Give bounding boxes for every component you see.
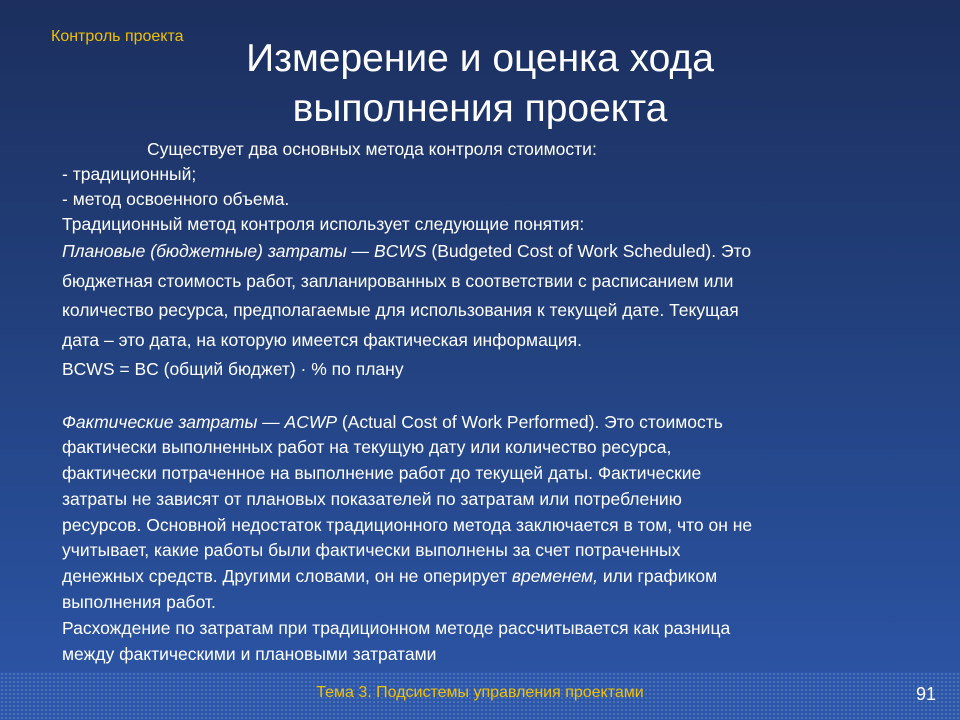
acwp-term: Фактические затраты — ACWP: [62, 411, 338, 432]
difference-line-2: между фактическими и плановыми затратами: [62, 643, 437, 664]
acwp-line-3: фактически потраченное на выполнение работ до текущей даты. Фактические: [62, 463, 702, 484]
bcws-line-1: [62, 237, 912, 267]
acwp-line-6: учитывает, какие работы были фактически выполнены за счет потраченных: [62, 540, 681, 561]
acwp-line-4: затраты не зависят от плановых показателей по затратам или потреблению: [62, 488, 682, 509]
acwp-line-2: фактически выполненных работ на текущую дату или количество ресурса,: [62, 437, 672, 458]
footer-topic: Тема 3. Подсистемы управления проектами: [316, 684, 644, 701]
list-item-earned-value: - метод освоенного объема.: [62, 189, 290, 209]
acwp-line-5: ресурсов. Основной недостаток традиционного метода заключается в том, что он не: [62, 514, 753, 535]
bcws-line-4: дата – это дата, на которую имеется фактическая информация.: [62, 329, 582, 350]
bcws-line-2: бюджетная стоимость работ, запланированных в соответствии с расписанием или: [62, 270, 734, 291]
list-item-traditional: - традиционный;: [62, 164, 197, 184]
acwp-line-7: [62, 564, 912, 590]
bcws-line-1-rest: (Budgeted Cost of Work Scheduled). Это: [426, 241, 752, 261]
title-line-1: Измерение и оценка хода: [246, 37, 714, 80]
acwp-line-8: выполнения работ.: [62, 592, 216, 613]
paragraph-gap: [62, 385, 912, 410]
bcws-line-3: количество ресурса, предполагаемые для использования к текущей дате. Текущая: [62, 300, 739, 320]
acwp-line-1-rest: (Actual Cost of Work Performed). Это стоимость: [337, 411, 723, 432]
acwp-line-7-b: или графиком: [598, 566, 718, 587]
slide-title: [160, 34, 800, 134]
section-label: Контроль проекта: [51, 28, 184, 45]
page-number: 91: [916, 684, 937, 704]
bcws-formula: BCWS = BC (общий бюджет) · % по плану: [62, 359, 404, 379]
acwp-line-1: [62, 410, 912, 436]
title-line-2: выполнения проекта: [292, 87, 668, 130]
difference-line-1: Расхождение по затратам при традиционном методе рассчитывается как разница: [62, 617, 731, 638]
concepts-line: Традиционный метод контроля использует следующие понятия:: [62, 214, 585, 234]
bcws-term: Плановые (бюджетные) затраты — BCWS: [62, 241, 427, 261]
acwp-line-7-a: денежных средств. Другими словами, он не оперирует: [62, 566, 512, 587]
acwp-line-7-emphasis: временем,: [511, 566, 599, 587]
intro-line: Существует два основных метода контроля стоимости:: [147, 139, 597, 159]
slide-content: [62, 137, 912, 667]
